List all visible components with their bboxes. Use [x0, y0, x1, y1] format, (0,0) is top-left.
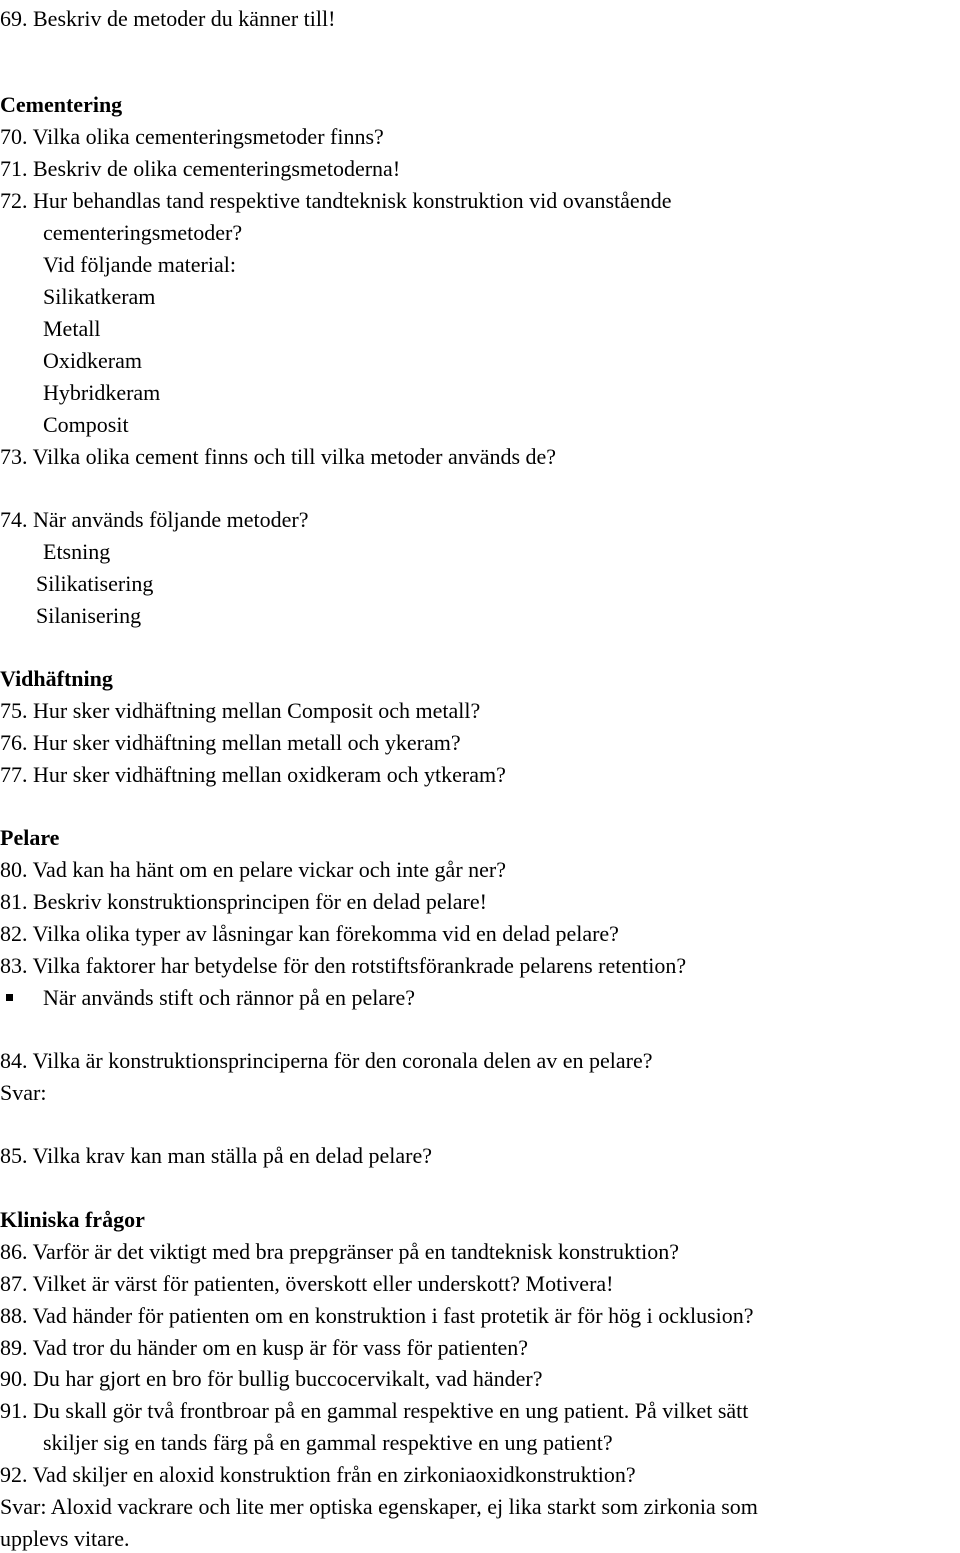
question-text: Vilka är konstruktionsprinciperna för den coronala delen av en pelare? [32, 1048, 653, 1073]
question-number: 77. [0, 762, 28, 787]
method-item: Silanisering [36, 603, 142, 628]
question-number: 86. [0, 1239, 28, 1264]
question-number: 89. [0, 1335, 28, 1360]
question-text: Du skall gör två frontbroar på en gammal respektive en ung patient. På vilket sätt [33, 1398, 749, 1423]
question-number: 81. [0, 889, 28, 914]
question-74 [0, 507, 309, 533]
question-69 [0, 6, 335, 32]
question-72-continuation: cementeringsmetoder? [43, 220, 243, 245]
question-text: Vilka olika typer av låsningar kan förekomma vid en delad pelare? [32, 921, 619, 946]
material-item: Silikatkeram [43, 284, 156, 309]
question-75 [0, 698, 480, 724]
method-item: Silikatisering [36, 571, 154, 596]
material-item: Hybridkeram [43, 380, 161, 405]
question-number: 91. [0, 1398, 28, 1423]
question-number: 83. [0, 953, 28, 978]
question-number: 85. [0, 1143, 28, 1168]
question-number: 82. [0, 921, 28, 946]
material-item: Composit [43, 412, 129, 437]
question-text: Vad tror du händer om en kusp är för vass för patienten? [32, 1335, 529, 1360]
question-72 [0, 188, 671, 214]
question-number: 84. [0, 1048, 28, 1073]
question-number: 71. [0, 156, 28, 181]
material-item: Oxidkeram [43, 348, 142, 373]
question-text: Vilka faktorer har betydelse för den rotstiftsförankrade pelarens retention? [32, 953, 687, 978]
question-number: 90. [0, 1366, 28, 1391]
question-80 [0, 857, 506, 883]
question-number: 72. [0, 188, 28, 213]
question-number: 80. [0, 857, 28, 882]
question-text: Vad händer för patienten om en konstruktion i fast protetik är för hög i ocklusion? [32, 1303, 754, 1328]
question-83 [0, 953, 686, 979]
question-70 [0, 124, 384, 150]
question-84 [0, 1048, 653, 1074]
question-number: 76. [0, 730, 28, 755]
question-text: Hur sker vidhäftning mellan oxidkeram och ytkeram? [33, 762, 506, 787]
question-87 [0, 1271, 613, 1297]
question-73 [0, 444, 556, 470]
section-heading-cementering: Cementering [0, 92, 123, 117]
question-77 [0, 762, 506, 788]
section-heading-kliniska: Kliniska frågor [0, 1207, 145, 1232]
question-86 [0, 1239, 679, 1265]
question-81 [0, 889, 487, 915]
question-82 [0, 921, 619, 947]
question-text: Vilka krav kan man ställa på en delad pelare? [32, 1143, 432, 1168]
section-heading-pelare: Pelare [0, 825, 60, 850]
question-text: Vad skiljer en aloxid konstruktion från en zirkoniaoxidkonstruktion? [32, 1462, 636, 1487]
question-text: Vad kan ha hänt om en pelare vickar och inte går ner? [32, 857, 507, 882]
question-91-continuation: skiljer sig en tands färg på en gammal respektive en ung patient? [43, 1430, 613, 1455]
question-number: 92. [0, 1462, 28, 1487]
question-number: 70. [0, 124, 28, 149]
question-number: 69. [0, 6, 28, 31]
question-text: Beskriv de olika cementeringsmetoderna! [33, 156, 401, 181]
material-item: Metall [43, 316, 101, 341]
question-text: Vilka olika cement finns och till vilka metoder används de? [32, 444, 557, 469]
question-76 [0, 730, 461, 756]
square-bullet-icon [6, 994, 13, 1001]
question-90 [0, 1366, 542, 1392]
question-number: 88. [0, 1303, 28, 1328]
question-92 [0, 1462, 636, 1488]
question-text: Beskriv de metoder du känner till! [33, 6, 336, 31]
question-text: Hur behandlas tand respektive tandteknisk konstruktion vid ovanstående [33, 188, 672, 213]
material-list-heading: Vid följande material: [43, 252, 236, 277]
question-71 [0, 156, 400, 182]
question-number: 75. [0, 698, 28, 723]
question-number: 73. [0, 444, 28, 469]
question-text: När används följande metoder? [33, 507, 309, 532]
question-text: Hur sker vidhäftning mellan metall och ykeram? [33, 730, 461, 755]
question-text: Du har gjort en bro för bullig buccocervikalt, vad händer? [33, 1366, 543, 1391]
question-91 [0, 1398, 748, 1424]
bullet-item: När används stift och rännor på en pelare? [43, 985, 416, 1010]
question-text: Beskriv konstruktionsprincipen för en delad pelare! [33, 889, 487, 914]
question-text: Vilket är värst för patienten, överskott eller underskott? Motivera! [32, 1271, 614, 1296]
question-number: 74. [0, 507, 28, 532]
section-heading-vidhaftning: Vidhäftning [0, 666, 113, 691]
question-text: Hur sker vidhäftning mellan Composit och metall? [33, 698, 481, 723]
question-text: Vilka olika cementeringsmetoder finns? [32, 124, 384, 149]
question-number: 87. [0, 1271, 28, 1296]
answer-label: Svar: [0, 1080, 47, 1105]
question-89 [0, 1335, 528, 1361]
question-88 [0, 1303, 754, 1329]
answer-text-continuation: upplevs vitare. [0, 1526, 130, 1551]
method-item: Etsning [43, 539, 111, 564]
question-text: Varför är det viktigt med bra prepgränser på en tandteknisk konstruktion? [32, 1239, 679, 1264]
answer-text: Svar: Aloxid vackrare och lite mer optiska egenskaper, ej lika starkt som zirkonia som [0, 1494, 758, 1519]
question-85 [0, 1143, 432, 1169]
